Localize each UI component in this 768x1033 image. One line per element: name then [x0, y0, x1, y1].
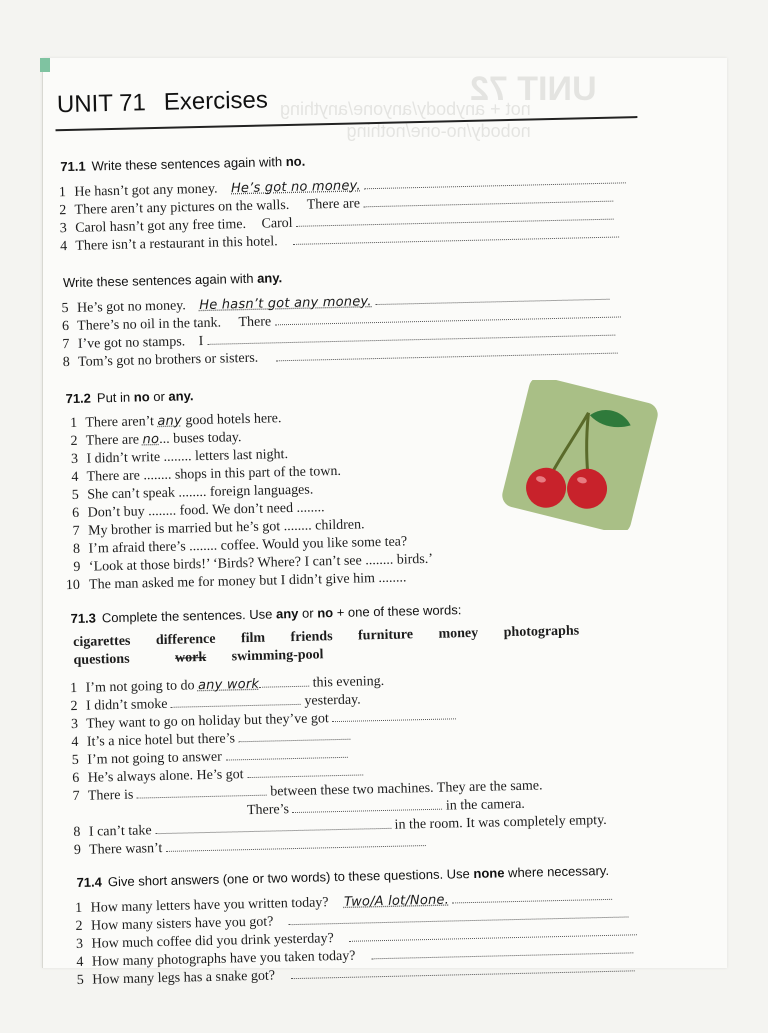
- answer-blank[interactable]: [452, 887, 612, 904]
- exercise-line: 2 How many sisters have you got?: [75, 904, 655, 936]
- exercise-71-1-heading: 71.1 Write these sentences again with no.: [60, 153, 306, 175]
- handwritten-answer[interactable]: no: [142, 431, 160, 448]
- show-through-subtitle: not + anybody/anyone/anything nobody/no-one/nothing: [280, 99, 531, 141]
- exercise-line: 2 There are no... buses today.: [70, 430, 242, 450]
- exercise-line: 5 She can’t speak ........ foreign languages.: [71, 482, 314, 503]
- exercise-line: 1 There aren’t any good hotels here.: [70, 411, 282, 432]
- word-option: money: [438, 625, 479, 642]
- exercise-line: 8 Tom’s got no brothers or sisters.: [63, 340, 643, 372]
- exercise-line: 5 How many legs has a snake got?: [77, 958, 657, 990]
- exercise-line: 8 I’m afraid there’s ........ coffee. Would you like some tea?: [72, 534, 408, 557]
- page-title: [57, 86, 269, 119]
- word-option: photographs: [503, 623, 580, 641]
- exercise-line: 7 My brother is married but he’s got ........ children.: [72, 517, 365, 539]
- exercise-line: 4 It’s a nice hotel but there’s: [71, 720, 651, 752]
- answer-blank[interactable]: [292, 797, 442, 813]
- word-option: film: [240, 630, 266, 647]
- handwritten-answer[interactable]: He’s got no money.: [230, 178, 361, 197]
- handwritten-answer[interactable]: Two/A lot/None.: [343, 892, 450, 910]
- cherry-icon: [500, 380, 660, 530]
- exercise-line: 4 There isn’t a restaurant in this hotel.: [60, 224, 640, 256]
- unit-number: UNIT 71: [56, 89, 147, 119]
- exercise-line: 1 How many letters have you written today? Two/A lot/None.: [75, 886, 655, 918]
- exercise-line: 6 There’s no oil in the tank. There: [62, 304, 642, 336]
- unit-heading: Exercises: [163, 86, 269, 116]
- handwritten-answer[interactable]: any work: [197, 676, 260, 694]
- answer-blank[interactable]: [247, 762, 363, 778]
- handwritten-answer[interactable]: He hasn’t got any money.: [199, 294, 372, 314]
- exercise-71-2-heading: 71.2 Put in no or any.: [65, 388, 194, 407]
- word-option: cigarettes: [72, 633, 131, 650]
- word-option-crossed-out: work: [174, 649, 207, 666]
- answer-blank[interactable]: [155, 816, 391, 834]
- exercise-line: 10 The man asked me for money but I didn’t give him ........: [65, 570, 407, 594]
- exercise-line: 6 He’s always alone. He’s got: [72, 756, 652, 788]
- answer-blank[interactable]: [375, 287, 609, 305]
- answer-blank[interactable]: [225, 745, 347, 761]
- exercise-71-3-heading: 71.3 Complete the sentences. Use any or no + one of these words:: [70, 602, 462, 627]
- exercise-line: 2 I didn’t smoke yesterday.: [70, 692, 361, 715]
- answer-blank[interactable]: [171, 692, 301, 708]
- word-box-row-2: [73, 647, 345, 669]
- handwritten-answer[interactable]: any: [157, 413, 183, 430]
- title-divider: [56, 116, 638, 131]
- answer-blank[interactable]: [364, 170, 626, 189]
- answer-blank[interactable]: [238, 727, 350, 743]
- word-option: difference: [155, 631, 216, 649]
- exercise-line: 4 There are ........ shops in this part of the town.: [71, 463, 342, 485]
- exercise-line: 3 Carol hasn’t got any free time. Carol: [60, 206, 640, 238]
- answer-blank[interactable]: [259, 674, 309, 688]
- exercise-line: 9 ‘Look at those birds!’ ‘Birds? Where? I can’t see ........ birds.’: [73, 551, 434, 575]
- word-option: swimming-pool: [231, 647, 324, 665]
- exercise-line: 4 How many photographs have you taken today?: [76, 940, 656, 972]
- exercise-line: 3 I didn’t write ........ letters last night.: [70, 447, 289, 467]
- word-option: friends: [290, 629, 333, 646]
- exercise-71-1-subheading: Write these sentences again with any.: [62, 270, 283, 291]
- exercise-line: 5 He’s got no money. He hasn’t got any money.: [61, 286, 641, 318]
- word-option: questions: [73, 651, 130, 668]
- exercise-line: 1 He hasn’t got any money. He’s got no money.: [59, 170, 639, 202]
- answer-blank[interactable]: [137, 783, 267, 799]
- exercise-line: There’s in the camera.: [246, 796, 526, 819]
- illustration-card: [500, 380, 660, 530]
- exercise-line: 7 I’ve got no stamps. I: [62, 322, 642, 354]
- exercise-line: 6 Don’t buy ........ food. We don’t need ........: [72, 500, 325, 521]
- exercise-line: 8 I can’t take in the room. It was completely empty.: [73, 812, 607, 841]
- exercise-line: 1 I’m not going to do any work this evening.: [70, 673, 385, 697]
- exercise-line: 9 There wasn’t: [74, 828, 654, 860]
- show-through-unit: UNIT 72: [470, 70, 597, 108]
- exercise-71-4-heading: 71.4 Give short answers (one or two words) to these questions. Use none where necessary.: [76, 862, 610, 890]
- exercise-line: 7 There is between these two machines. They are the same.: [72, 778, 543, 805]
- exercise-line: 2 There aren’t any pictures on the walls. There are: [59, 188, 639, 220]
- exercise-line: 3 They want to go on holiday but they’ve got: [71, 702, 651, 734]
- exercise-line: 3 How much coffee did you drink yesterday?: [76, 922, 656, 954]
- exercise-line: 5 I’m not going to answer: [72, 738, 652, 770]
- answer-blank[interactable]: [332, 706, 456, 722]
- word-option: furniture: [357, 627, 414, 644]
